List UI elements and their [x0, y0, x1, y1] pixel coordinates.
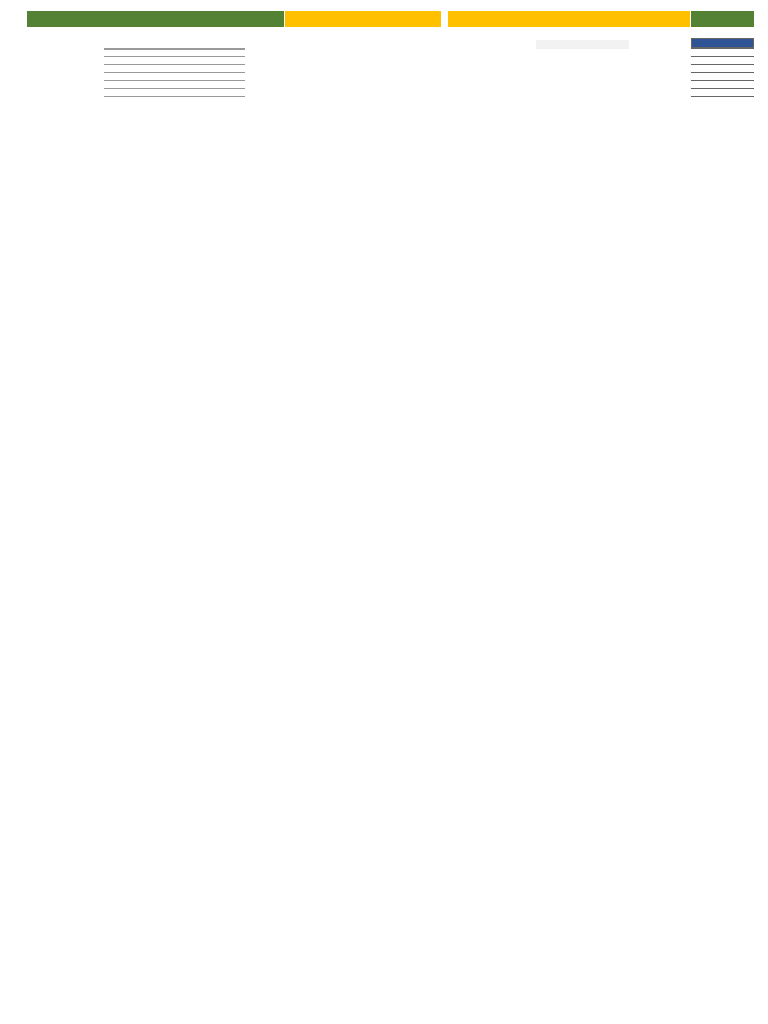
summary-genel-gider — [104, 88, 245, 89]
bu-sayfa-cell[interactable] — [536, 40, 629, 49]
rev-r00-header — [285, 11, 441, 27]
fark-ilave-is — [691, 96, 754, 97]
summary-fiyat-farki — [104, 72, 245, 73]
fark-genel-gider — [691, 88, 754, 89]
report-date — [691, 11, 754, 27]
fark-total[interactable] — [691, 38, 754, 48]
sheet-title — [27, 11, 284, 27]
summary-metraj — [104, 56, 245, 57]
rev-r01-header — [448, 11, 690, 27]
summary-ilave-is — [104, 96, 245, 97]
fark-ongorulmeyen — [691, 80, 754, 81]
fark-fiyat-farki — [691, 72, 754, 73]
summary-birim-fiyat — [104, 64, 245, 65]
fark-doviz — [691, 48, 754, 49]
fark-metraj — [691, 56, 754, 57]
summary-ongorulmeyen — [104, 80, 245, 81]
summary-doviz-kuru — [104, 48, 245, 50]
fark-birim-fiyat — [691, 64, 754, 65]
